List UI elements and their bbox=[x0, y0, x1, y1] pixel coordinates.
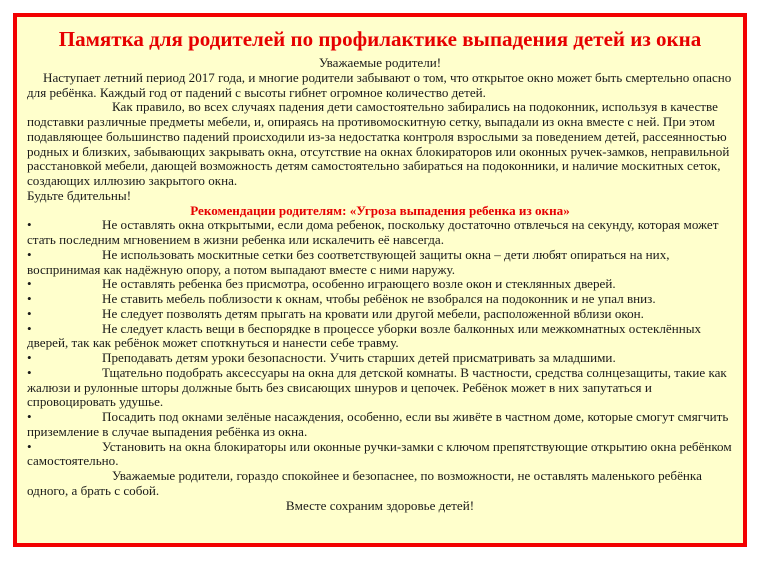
closing-paragraph: Уважаемые родители, гораздо спокойнее и безопаснее, по возможности, не оставлять маленького ребёнка одного, а брать с собой. bbox=[27, 468, 702, 498]
list-item-text: Посадить под окнами зелёные насаждения, особенно, если вы живёте в частном доме, которые смогут смягчить приземление в случае выпадения ребёнка из окна. bbox=[27, 409, 729, 439]
list-item: • Установить на окна блокираторы или оконные ручки-замки с ключом препятствующие открытию окна ребёнком самостоятельно. bbox=[27, 438, 732, 469]
list-item-text: Преподавать детям уроки безопасности. Учить старших детей присматривать за младшими. bbox=[102, 350, 616, 365]
list-item-text: Установить на окна блокираторы или оконные ручки-замки с ключом препятствующие открытию окна ребёнком самостоятельно. bbox=[27, 438, 732, 469]
list-item-text: Не оставлять окна открытыми, если дома ребенок, поскольку достаточно отвлечься на секунду, которая может стать последним мгновением в жизни ребенка или искалечить её навсегда. bbox=[27, 217, 719, 247]
memo-frame bbox=[13, 13, 747, 547]
list-item: • Не ставить мебель поблизости к окнам, чтобы ребёнок не взобрался на подоконник и не упал вниз. bbox=[27, 292, 733, 307]
list-item: • Тщательно подобрать аксессуары на окна для детской комнаты. В частности, средства солнцезащиты, такие как жалюзи и рулонные шторы должные быть без свисающих шнуров и цепочек. Ребёнок может в них запутаться и спровоцировать удушье. bbox=[27, 366, 733, 410]
memo-title: Памятка для родителей по профилактике выпадения детей из окна bbox=[58, 27, 702, 51]
list-item-text: Не следует класть вещи в беспорядке в процессе уборки возле балконных или межкомнатных остеклённых дверей, так как ребёнок может споткнуться и нанести себе травму. bbox=[27, 320, 702, 351]
final-line: Вместе сохраним здоровье детей! bbox=[285, 497, 475, 513]
list-item: • Не следует класть вещи в беспорядке в процессе уборки возле балконных или межкомнатных остеклённых дверей, так как ребёнок может споткнуться и нанести себе травму. bbox=[27, 322, 733, 352]
list-item-text: Не использовать москитные сетки без соответствующей защиты окна – дети любят опираться на них, воспринимая как надёжную опору, а потом выпадают вместе с ними наружу. bbox=[27, 246, 670, 277]
recommendations-list bbox=[27, 218, 733, 469]
list-item: • Преподавать детям уроки безопасности. Учить старших детей присматривать за младшими. bbox=[27, 351, 733, 366]
list-item: • Не оставлять окна открытыми, если дома ребенок, поскольку достаточно отвлечься на секунду, которая может стать последним мгновением в жизни ребенка или искалечить её навсегда. bbox=[27, 218, 733, 248]
be-vigilant-line: Будьте бдительны! bbox=[27, 187, 132, 203]
recommendations-title: Рекомендации родителям: «Угроза выпадения ребенка из окна» bbox=[190, 202, 570, 218]
list-item: • Не следует позволять детям прыгать на кровати или другой мебели, расположенной вблизи окон. bbox=[27, 307, 733, 322]
list-item-text: Тщательно подобрать аксессуары на окна для детской комнаты. В частности, средства солнцезащиты, такие как жалюзи и рулонные шторы должные быть без свисающих шнуров и цепочек. Ребёнок может в них запутаться и спровоцировать удушье. bbox=[27, 364, 727, 410]
greeting: Уважаемые родители! bbox=[318, 55, 442, 70]
list-item: • Не использовать москитные сетки без соответствующей защиты окна – дети любят опираться на них, воспринимая как надёжную опору, а потом выпадают вместе с ними наружу. bbox=[27, 248, 733, 278]
list-item-text: Не оставлять ребенка без присмотра, особенно играющего возле окон и стеклянных дверей. bbox=[102, 276, 616, 292]
intro-paragraph: Наступает летний период 2017 года, и многие родители забывают о том, что открытое окно может быть смертельно опасно для ребёнка. Каждый год от падений с высоты гибнет огромное количество детей. bbox=[27, 69, 732, 100]
list-item-text: Не следует позволять детям прыгать на кровати или другой мебели, расположенной вблизи окон. bbox=[102, 305, 644, 321]
causes-paragraph: Как правило, во всех случаях падения дети самостоятельно забирались на подоконник, используя в качестве подставки различные предметы мебели, и, опираясь на противомоскитную сетку, выпадали из окна вместе с ней. При этом подавляющее большинство падений происходили из-за недостатка контроля взрослыми за поведением детей, рассеянностью родных и близких, забывающих закрывать окна, отсутствие на окнах блокираторов или оконных ручек-замков, неправильной расстановкой мебели, дающей возможность детям самостоятельно забираться на подоконники, и наличие москитных сеток, создающих иллюзию закрытого окна. bbox=[27, 99, 730, 188]
list-item: • Не оставлять ребенка без присмотра, особенно играющего возле окон и стеклянных дверей. bbox=[27, 277, 733, 292]
list-item-text: Не ставить мебель поблизости к окнам, чтобы ребёнок не взобрался на подоконник и не упал вниз. bbox=[102, 291, 656, 306]
list-item: • Посадить под окнами зелёные насаждения, особенно, если вы живёте в частном доме, которые смогут смягчить приземление в случае выпадения ребёнка из окна. bbox=[27, 410, 733, 440]
